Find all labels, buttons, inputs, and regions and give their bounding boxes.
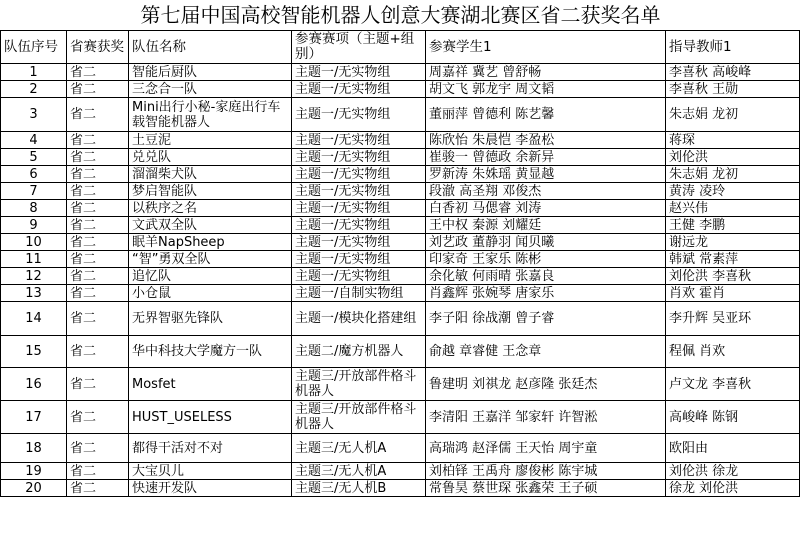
award-cell: 省二: [67, 268, 129, 285]
students-cell: 崔骏一 曾德政 余新异: [426, 149, 666, 166]
award-cell: 省二: [67, 401, 129, 434]
table-row: [1, 302, 800, 336]
students-cell: 高瑞鸿 赵泽儒 王天怡 周宇童: [426, 434, 666, 463]
team-name-cell: 华中科技大学魔方一队: [129, 336, 292, 368]
team-no-cell: 19: [1, 463, 67, 480]
table-row: [1, 217, 800, 234]
team-no-cell: 5: [1, 149, 67, 166]
team-name-cell: 兑兑队: [129, 149, 292, 166]
category-cell: 主题一/无实物组: [292, 200, 426, 217]
team-name-cell: 三念合一队: [129, 81, 292, 98]
page-title: 第七届中国高校智能机器人创意大赛湖北赛区省二获奖名单: [140, 3, 661, 27]
team-no-cell: 9: [1, 217, 67, 234]
table-row: [1, 183, 800, 200]
teachers-cell: 王健 李鹏: [666, 217, 800, 234]
team-name-cell: 土豆泥: [129, 132, 292, 149]
team-no-cell: 2: [1, 81, 67, 98]
award-cell: 省二: [67, 234, 129, 251]
students-cell: 印家奇 王家乐 陈彬: [426, 251, 666, 268]
award-cell: 省二: [67, 81, 129, 98]
team-name-cell: 以秩序之名: [129, 200, 292, 217]
table-row: [1, 336, 800, 368]
team-no-cell: 20: [1, 480, 67, 497]
team-name-cell: 大宝贝儿: [129, 463, 292, 480]
teachers-cell: 刘伦洪 李喜秋: [666, 268, 800, 285]
award-cell: 省二: [67, 302, 129, 336]
table-row: [1, 401, 800, 434]
table-row: [1, 132, 800, 149]
header-students: 参赛学生1: [426, 31, 666, 64]
award-cell: 省二: [67, 132, 129, 149]
award-cell: 省二: [67, 149, 129, 166]
teachers-cell: 朱志娟 龙初: [666, 98, 800, 132]
category-cell: 主题一/无实物组: [292, 149, 426, 166]
table-row: [1, 251, 800, 268]
category-cell: 主题一/自制实物组: [292, 285, 426, 302]
table-row: [1, 463, 800, 480]
team-no-cell: 15: [1, 336, 67, 368]
teachers-cell: 刘伦洪: [666, 149, 800, 166]
team-no-cell: 1: [1, 64, 67, 81]
students-cell: 俞越 章睿健 王念章: [426, 336, 666, 368]
students-cell: 常鲁昊 蔡世琛 张鑫荣 王子硕: [426, 480, 666, 497]
award-cell: 省二: [67, 368, 129, 401]
team-no-cell: 11: [1, 251, 67, 268]
table-row: [1, 368, 800, 401]
award-cell: 省二: [67, 166, 129, 183]
header-award: 省赛获奖: [67, 31, 129, 64]
team-name-cell: 智能后厨队: [129, 64, 292, 81]
teachers-cell: 黄涛 凌玲: [666, 183, 800, 200]
students-cell: 陈欣怡 朱晨恺 李盈松: [426, 132, 666, 149]
teachers-cell: 李喜秋 王勋: [666, 81, 800, 98]
category-cell: 主题一/无实物组: [292, 98, 426, 132]
category-cell: 主题一/无实物组: [292, 81, 426, 98]
award-cell: 省二: [67, 200, 129, 217]
students-cell: 周嘉祥 冀艺 曾舒畅: [426, 64, 666, 81]
teachers-cell: 赵兴伟: [666, 200, 800, 217]
table-row: [1, 64, 800, 81]
category-cell: 主题三/无人机A: [292, 463, 426, 480]
students-cell: 鲁建明 刘祺龙 赵彦隆 张廷杰: [426, 368, 666, 401]
students-cell: 李清阳 王嘉洋 邹家轩 许智淞: [426, 401, 666, 434]
team-name-cell: 眠羊NapSheep: [129, 234, 292, 251]
category-cell: 主题三/开放部件格斗机器人: [292, 368, 426, 401]
table-row: [1, 480, 800, 497]
team-no-cell: 8: [1, 200, 67, 217]
team-name-cell: 溜溜柴犬队: [129, 166, 292, 183]
category-cell: 主题一/无实物组: [292, 251, 426, 268]
team-no-cell: 6: [1, 166, 67, 183]
students-cell: 肖鑫辉 张婉琴 唐家乐: [426, 285, 666, 302]
teachers-cell: 卢文龙 李喜秋: [666, 368, 800, 401]
students-cell: 刘艺政 董静羽 闻贝曦: [426, 234, 666, 251]
teachers-cell: 肖欢 霍肖: [666, 285, 800, 302]
award-cell: 省二: [67, 98, 129, 132]
award-cell: 省二: [67, 285, 129, 302]
award-cell: 省二: [67, 217, 129, 234]
students-cell: 王中权 秦源 刘耀廷: [426, 217, 666, 234]
category-cell: 主题一/无实物组: [292, 166, 426, 183]
award-cell: 省二: [67, 64, 129, 81]
team-no-cell: 14: [1, 302, 67, 336]
team-no-cell: 10: [1, 234, 67, 251]
team-name-cell: 文武双全队: [129, 217, 292, 234]
award-cell: 省二: [67, 480, 129, 497]
team-name-cell: Mini出行小秘-家庭出行车载智能机器人: [129, 98, 292, 132]
award-table: [0, 30, 800, 497]
teachers-cell: 蒋琛: [666, 132, 800, 149]
category-cell: 主题一/无实物组: [292, 268, 426, 285]
teachers-cell: 高峻峰 陈钢: [666, 401, 800, 434]
students-cell: 段澈 高圣翔 邓俊杰: [426, 183, 666, 200]
header-team-name: 队伍名称: [129, 31, 292, 64]
category-cell: 主题一/模块化搭建组: [292, 302, 426, 336]
category-cell: 主题三/无人机A: [292, 434, 426, 463]
team-name-cell: HUST_USELESS: [129, 401, 292, 434]
team-no-cell: 3: [1, 98, 67, 132]
category-cell: 主题一/无实物组: [292, 183, 426, 200]
award-cell: 省二: [67, 463, 129, 480]
team-no-cell: 13: [1, 285, 67, 302]
team-no-cell: 17: [1, 401, 67, 434]
teachers-cell: 李喜秋 高峻峰: [666, 64, 800, 81]
team-name-cell: 无界智驱先锋队: [129, 302, 292, 336]
teachers-cell: 朱志娟 龙初: [666, 166, 800, 183]
teachers-cell: 程佩 肖欢: [666, 336, 800, 368]
table-row: [1, 149, 800, 166]
category-cell: 主题一/无实物组: [292, 132, 426, 149]
category-cell: 主题一/无实物组: [292, 234, 426, 251]
team-no-cell: 7: [1, 183, 67, 200]
header-teachers: 指导教师1: [666, 31, 800, 64]
category-cell: 主题一/无实物组: [292, 217, 426, 234]
table-row: [1, 200, 800, 217]
students-cell: 胡文飞 郭龙宇 周文韬: [426, 81, 666, 98]
team-name-cell: Mosfet: [129, 368, 292, 401]
table-row: [1, 81, 800, 98]
award-cell: 省二: [67, 336, 129, 368]
award-cell: 省二: [67, 183, 129, 200]
table-row: [1, 268, 800, 285]
team-name-cell: 梦启智能队: [129, 183, 292, 200]
team-no-cell: 12: [1, 268, 67, 285]
students-cell: 李子阳 徐战潮 曾子睿: [426, 302, 666, 336]
category-cell: 主题三/开放部件格斗机器人: [292, 401, 426, 434]
teachers-cell: 李升辉 吴亚环: [666, 302, 800, 336]
category-cell: 主题三/无人机B: [292, 480, 426, 497]
team-name-cell: “智”勇双全队: [129, 251, 292, 268]
award-cell: 省二: [67, 251, 129, 268]
award-cell: 省二: [67, 434, 129, 463]
team-name-cell: 追忆队: [129, 268, 292, 285]
table-row: [1, 166, 800, 183]
team-no-cell: 16: [1, 368, 67, 401]
team-name-cell: 小仓鼠: [129, 285, 292, 302]
teachers-cell: 韩斌 常素萍: [666, 251, 800, 268]
table-row: [1, 234, 800, 251]
table-row: [1, 285, 800, 302]
teachers-cell: 欧阳由: [666, 434, 800, 463]
teachers-cell: 徐龙 刘伦洪: [666, 480, 800, 497]
header-team-no: 队伍序号: [1, 31, 67, 64]
teachers-cell: 刘伦洪 徐龙: [666, 463, 800, 480]
table-row: [1, 434, 800, 463]
team-no-cell: 18: [1, 434, 67, 463]
table-header-row: [1, 31, 800, 64]
students-cell: 余化敏 何雨晴 张嘉良: [426, 268, 666, 285]
category-cell: 主题二/魔方机器人: [292, 336, 426, 368]
team-name-cell: 都得干活对不对: [129, 434, 292, 463]
students-cell: 白香初 马偲睿 刘涛: [426, 200, 666, 217]
team-name-cell: 快速开发队: [129, 480, 292, 497]
team-no-cell: 4: [1, 132, 67, 149]
category-cell: 主题一/无实物组: [292, 64, 426, 81]
students-cell: 罗新涛 朱姝瑶 黄显越: [426, 166, 666, 183]
teachers-cell: 谢远龙: [666, 234, 800, 251]
header-category: 参赛赛项（主题+组别）: [292, 31, 426, 64]
table-row: [1, 98, 800, 132]
students-cell: 刘柏铎 王禹舟 廖俊彬 陈宇城: [426, 463, 666, 480]
students-cell: 董丽萍 曾德利 陈艺馨: [426, 98, 666, 132]
